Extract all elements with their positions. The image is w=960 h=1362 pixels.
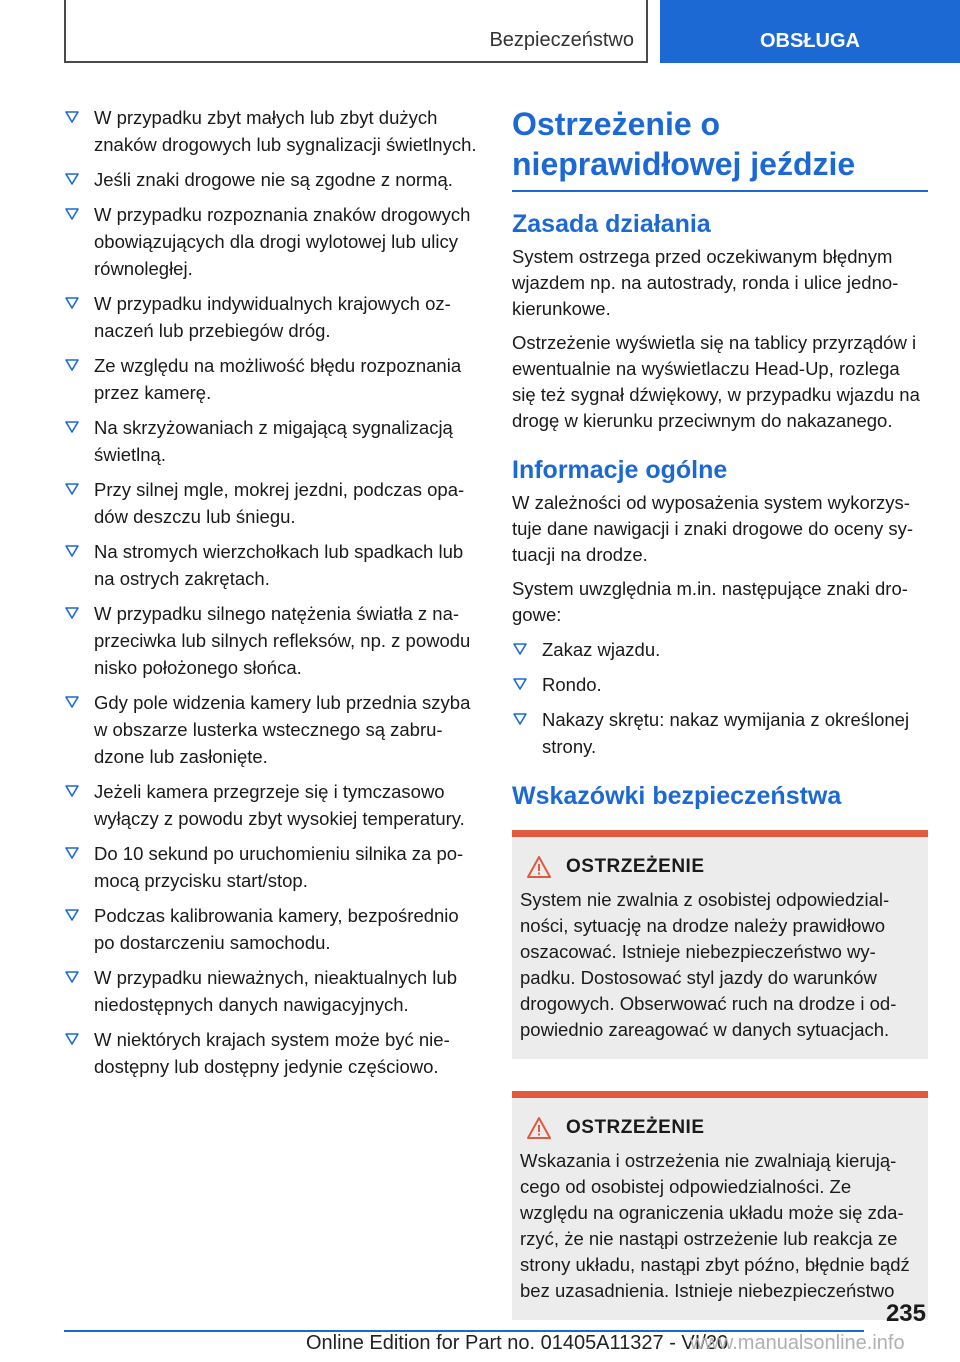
bullet-triangle-icon <box>64 544 80 558</box>
bullet-triangle-icon <box>64 784 80 798</box>
list-item <box>64 964 480 1018</box>
section-title: Bezpieczeństwo <box>489 29 634 51</box>
general-paragraph-2: System uwzględnia m.in. następujące znaki drogowe: <box>512 578 908 625</box>
bullet-triangle-icon <box>64 908 80 922</box>
list-item-text: Podczas kalibrowania kamery, bezpośrednio po dostarczeniu samochodu. <box>94 905 459 953</box>
principle-heading: Zasada działania <box>512 210 711 238</box>
list-item-text: Przy silnej mgle, mokrej jezdni, podczas opadów deszczu lub śniegu. <box>94 479 465 527</box>
article-title: Ostrzeżenie o nieprawidłowej jeździe <box>512 104 928 192</box>
list-item-text: W przypadku zbyt małych lub zbyt dużych znaków drogowych lub sygnalizacji świetlnych. <box>94 107 477 155</box>
list-item-text: Rondo. <box>542 674 602 695</box>
list-item <box>64 290 480 344</box>
bullet-triangle-icon <box>512 677 528 691</box>
list-item <box>64 902 480 956</box>
list-item-text: Na skrzyżowaniach z migającą sygnalizacją świetlną. <box>94 417 453 465</box>
signs-list <box>512 636 928 760</box>
principle-paragraph-2: Ostrzeżenie wyświetla się na tablicy przyrządów i ewentualnie na wyświetlaczu Head-Up, rozlega się też sygnał dźwiękowy, w przypadku wjazdu na drogę w kierunku przeciwnym do nakazanego. <box>512 332 920 431</box>
list-item-text: Zakaz wjazdu. <box>542 639 661 660</box>
list-item <box>64 201 480 282</box>
bullet-triangle-icon <box>64 207 80 221</box>
bullet-triangle-icon <box>64 110 80 124</box>
list-item-text: Ze względu na możliwość błędu rozpoznania przez kamerę. <box>94 355 462 403</box>
header-frame <box>64 0 648 63</box>
list-item <box>64 840 480 894</box>
list-item-text: Do 10 sekund po uruchomieniu silnika za pomocą przycisku start/stop. <box>94 843 464 891</box>
watermark: www.manualsonline.info <box>690 1332 905 1354</box>
list-item <box>64 476 480 530</box>
list-item <box>512 636 928 663</box>
bullet-triangle-icon <box>512 712 528 726</box>
chapter-label: OBSŁUGA <box>760 30 860 52</box>
list-item <box>64 104 480 158</box>
bullet-triangle-icon <box>64 695 80 709</box>
warning-box-2 <box>512 1091 928 1320</box>
warning-title-2: OSTRZEŻENIE <box>566 1117 705 1138</box>
warning-triangle-icon <box>526 855 552 879</box>
bullet-triangle-icon <box>512 642 528 656</box>
list-item-text: W przypadku silnego natężenia światła z naprzeciwka lub silnych refleksów, np. z powodu nisko położonego słońca. <box>94 603 471 678</box>
edition-text: Online Edition for Part no. 01405A11327 - VI/20 <box>306 1332 729 1354</box>
bullet-triangle-icon <box>64 420 80 434</box>
list-item <box>512 671 928 698</box>
list-item <box>64 538 480 592</box>
list-item <box>64 689 480 770</box>
bullet-triangle-icon <box>64 606 80 620</box>
general-heading: Informacje ogólne <box>512 456 728 484</box>
bullet-triangle-icon <box>64 846 80 860</box>
warning-text-1: System nie zwalnia z osobistej odpowiedzialności, sytuację na drodze należy prawidłowo oszacować. Istnieje niebezpieczeństwo wypadku. Dostosować styl jazdy do warunków drogowych. Obserwować ruch na drodze i odpowiednio zareagować w danych sytuacjach. <box>520 889 897 1040</box>
bullet-triangle-icon <box>64 970 80 984</box>
warning-triangle-icon <box>526 1116 552 1140</box>
list-item-text: W przypadku rozpoznania znaków drogowych obowiązujących dla drogi wylotowej lub ulicy równoległej. <box>94 204 471 279</box>
bullet-triangle-icon <box>64 482 80 496</box>
warning-title-1: OSTRZEŻENIE <box>566 856 705 877</box>
list-item <box>64 166 480 193</box>
bullet-triangle-icon <box>64 358 80 372</box>
list-item-text: Nakazy skrętu: nakaz wymijania z określonej strony. <box>542 709 910 757</box>
list-item-text: W przypadku nieważnych, nieaktualnych lub niedostępnych danych nawigacyjnych. <box>94 967 457 1015</box>
warning-box-1 <box>512 830 928 1059</box>
list-item <box>64 1026 480 1080</box>
bullet-triangle-icon <box>64 296 80 310</box>
page-number: 235 <box>885 1300 926 1327</box>
right-column <box>512 104 928 1320</box>
bullet-triangle-icon <box>64 172 80 186</box>
list-item-text: Gdy pole widzenia kamery lub przednia szyba w obszarze lusterka wstecznego są zabrudzone lub zasłonięte. <box>94 692 471 767</box>
list-item-text: Jeżeli kamera przegrzeje się i tymczasowo wyłączy z powodu zbyt wysokiej temperatury. <box>94 781 465 829</box>
chapter-tab <box>660 0 960 63</box>
list-item <box>64 352 480 406</box>
principle-paragraph-1: System ostrzega przed oczekiwanym błędnym wjazdem np. na autostrady, ronda i ulice jednokierunkowe. <box>512 246 899 319</box>
list-item-text: W przypadku indywidualnych krajowych oznaczeń lub przebiegów dróg. <box>94 293 451 341</box>
list-item <box>64 600 480 681</box>
list-item <box>64 414 480 468</box>
list-item <box>512 706 928 760</box>
general-paragraph-1: W zależności od wyposażenia system wykorzystuje dane nawigacji i znaki drogowe do oceny sytuacji na drodze. <box>512 492 914 565</box>
list-item-text: W niektórych krajach system może być niedostępny lub dostępny jedynie częściowo. <box>94 1029 450 1077</box>
left-column <box>64 104 480 1088</box>
list-item-text: Na stromych wierzchołkach lub spadkach lub na ostrych zakrętach. <box>94 541 464 589</box>
bullet-triangle-icon <box>64 1032 80 1046</box>
list-item <box>64 778 480 832</box>
list-item-text: Jeśli znaki drogowe nie są zgodne z normą. <box>94 169 453 190</box>
warning-text-2: Wskazania i ostrzeżenia nie zwalniają kierującego od osobistej odpowiedzialności. Ze względu na ograniczenia układu może się zdarzyć, że nie nastąpi ostrzeżenie lub reakcja ze strony układu, nastąpi zbyt późno, błędnie bądź bez uzasadnienia. Istnieje niebezpieczeństwo <box>520 1150 910 1301</box>
safety-heading: Wskazówki bezpieczeństwa <box>512 782 842 810</box>
